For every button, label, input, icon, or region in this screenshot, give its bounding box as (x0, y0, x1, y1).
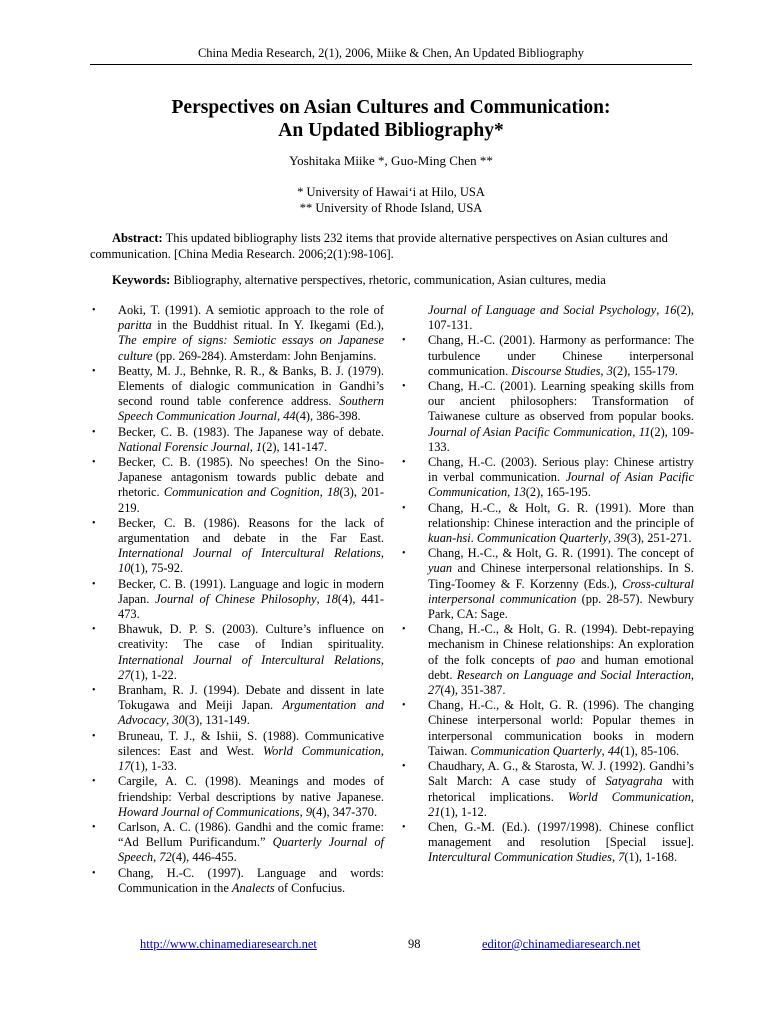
reference-italic-segment: International Journal of Intercultural Relations (118, 652, 381, 667)
reference-italic-segment: 17 (118, 759, 131, 774)
reference-text-segment: (1), 85-106. (620, 743, 680, 758)
reference-italic-segment: 9 (305, 804, 313, 819)
bullet-icon: • (92, 517, 96, 529)
reference-text-segment: Chang, H.-C., & Holt, G. R. (1994). Debt-repaying mechanism in Chinese relationships: An exploration of the folk concepts of (428, 622, 694, 667)
reference-text-segment: (1), 75-92. (130, 561, 184, 576)
reference-entry (402, 546, 694, 622)
bullet-icon: • (92, 578, 96, 590)
reference-italic-segment: Cross-cultural interpersonal communication (428, 576, 694, 606)
reference-text-segment: (4), 386-398. (295, 409, 361, 424)
reference-entry (92, 729, 384, 775)
reference-text-segment: Becker, C. B. (1986). Reasons for the lack of argumentation and debate in the Far East. (118, 515, 384, 546)
abstract (90, 231, 694, 262)
article-title (0, 96, 782, 142)
bullet-icon: • (402, 624, 406, 636)
reference-entry (402, 759, 694, 820)
reference-italic-segment: 16 (664, 303, 677, 317)
reference-italic-segment: 27 (428, 683, 441, 698)
reference-text-segment: (2), 109-133. (428, 424, 695, 454)
keywords-label: Keywords: (112, 273, 171, 287)
reference-text-segment: , (600, 363, 607, 378)
reference-text (118, 774, 384, 820)
reference-text (118, 455, 384, 516)
reference-italic-segment: Discourse Studies (511, 363, 601, 378)
reference-text-segment: , (299, 804, 306, 819)
reference-italic-segment: 39 (614, 531, 627, 546)
reference-text-segment: Bruneau, T. J., & Ishii, S. (1988). Communicative silences: East and West. (118, 728, 384, 758)
reference-italic-segment: Journal of Language and Social Psychology (428, 303, 657, 317)
reference-italic-segment: Journal of Asian Pacific Communication (428, 470, 694, 500)
reference-text-segment: with rhetorical implications. (428, 774, 694, 804)
affiliation-2: ** University of Rhode Island, USA (299, 201, 483, 215)
reference-text-segment: (pp. 269-284). Amsterdam: John Benjamins. (152, 348, 377, 363)
reference-text (428, 698, 694, 759)
reference-text-segment: Chang, H.-C., & Holt, G. R. (1996). The changing Chinese interpersonal world: Popular themes in interpersonal communication books in modern Taiwan. (428, 698, 694, 758)
reference-text-segment: Chang, H.-C. (1997). Language and words: Communication in the (118, 865, 384, 895)
reference-entry (92, 516, 384, 577)
reference-entry (402, 501, 694, 547)
page-number: 98 (408, 937, 421, 951)
reference-entry (92, 303, 384, 364)
reference-italic-segment: Communication and Cognition (163, 485, 320, 500)
reference-italic-segment: 18 (327, 485, 340, 500)
reference-text-segment: in the Buddhist ritual. In Y. Ikegami (Ed.), (151, 318, 384, 333)
reference-italic-segment: Howard Journal of Communications (118, 804, 300, 819)
reference-text-segment: (4), 347-370. (312, 804, 378, 819)
left-column-references (92, 303, 384, 896)
reference-text-segment: Chang, H.-C. (2003). Serious play: Chinese artistry in verbal communication. (428, 455, 694, 485)
bullet-icon: • (402, 761, 406, 773)
reference-text-segment: (3), 251-271. (626, 531, 692, 546)
reference-entry (92, 425, 384, 455)
reference-text (118, 820, 384, 866)
reference-italic-segment: World Communication (262, 743, 381, 758)
reference-text-segment: , (656, 303, 665, 317)
bullet-icon: • (402, 335, 406, 347)
reference-text-segment: (4), 441-473. (118, 591, 384, 622)
journal-website-link[interactable]: http://www.chinamediaresearch.net (140, 937, 317, 951)
reference-text-segment: Chen, G.-M. (Ed.). (1997/1998). Chinese conflict management and resolution [Special issue]. (428, 819, 694, 850)
bullet-icon: • (402, 457, 406, 469)
reference-text-segment: . (470, 531, 477, 546)
reference-text-segment: (2), 165-195. (525, 485, 591, 500)
reference-entry (402, 820, 694, 866)
reference-italic-segment: Intercultural Communication Studies (428, 850, 613, 865)
bullet-icon: • (92, 685, 96, 697)
abstract-text: This updated bibliography lists 232 items that provide alternative perspectives on Asian cultures and communication. [China Media Research. 2006;2(1):98-106]. (90, 231, 668, 261)
reference-italic-segment: World Communication (567, 789, 691, 804)
reference-text-segment: Branham, R. J. (1994). Debate and dissent in late Tokugawa and Meiji Japan. (118, 683, 384, 713)
title-line-2: An Updated Bibliography* (278, 120, 504, 141)
reference-text (428, 379, 694, 455)
bullet-icon: • (92, 624, 96, 636)
reference-entry (402, 698, 694, 759)
reference-italic-segment: 27 (118, 667, 131, 682)
bullet-icon: • (92, 365, 96, 377)
reference-text-segment: Chang, H.-C., & Holt, G. R. (1991). The concept of (428, 546, 694, 561)
bullet-icon: • (92, 426, 96, 438)
running-header: China Media Research, 2(1), 2006, Miike & Chen, An Updated Bibliography (197, 46, 585, 60)
reference-text-segment: (4), 351-387. (440, 683, 506, 698)
abstract-label: Abstract: (112, 231, 163, 245)
bullet-icon: • (92, 821, 96, 833)
reference-text (428, 333, 694, 379)
affiliation-1: * University of Hawai‘i at Hilo, USA (297, 185, 485, 199)
reference-text-segment: Cargile, A. C. (1998). Meanings and modes of friendship: Verbal descriptions by native Japanese. (118, 774, 384, 804)
reference-text-segment: Chang, H.-C., & Holt, G. R. (1991). More than relationship: Chinese interaction and the principle of (428, 500, 694, 530)
reference-text-segment: Bhawuk, D. P. S. (2003). Culture’s influence on creativity: The case of Indian spirituality. (118, 622, 384, 652)
reference-text-segment: of Confucius. (274, 880, 346, 895)
reference-italic-segment: 1 (255, 439, 263, 454)
reference-italic-segment: International Journal of Intercultural Relations (118, 546, 381, 561)
reference-entry (402, 379, 694, 455)
reference-text (428, 501, 694, 547)
reference-italic-segment: 3 (606, 363, 613, 378)
bullet-icon: • (92, 730, 96, 742)
reference-text-segment: , (249, 439, 256, 454)
reference-entry (92, 774, 384, 820)
reference-entry (92, 866, 384, 896)
reference-text-segment: Beatty, M. J., Behnke, R. R., & Banks, B. J. (1979). Elements of dialogic communication in Gandhi’s second round table conference address. (118, 363, 384, 409)
reference-text-segment: , (277, 409, 284, 424)
reference-text-segment: , (319, 485, 328, 500)
reference-text (118, 303, 384, 364)
reference-entry (92, 622, 384, 683)
bullet-icon: • (402, 548, 406, 560)
reference-text (118, 425, 384, 455)
reference-text (118, 577, 384, 623)
bullet-icon: • (402, 700, 406, 712)
reference-italic-segment: 21 (428, 804, 441, 819)
keywords (112, 273, 702, 288)
reference-text-segment: (4), 446-455. (171, 850, 237, 865)
reference-text-segment: , (690, 667, 694, 682)
reference-text (428, 759, 694, 820)
reference-text (428, 455, 694, 501)
reference-italic-segment: paritta (118, 318, 152, 333)
reference-text-segment: (1), 1-168. (624, 850, 678, 865)
reference-text-segment: (2), 107-131. (428, 303, 694, 333)
reference-continuation (402, 303, 694, 333)
reference-italic-segment: 10 (118, 561, 131, 576)
reference-text-segment: (1), 1-12. (440, 804, 487, 819)
reference-entry (92, 577, 384, 623)
reference-italic-segment: Communication Quarterly (476, 531, 608, 546)
reference-text-segment: Chang, H.-C. (2001). Harmony as performance: The turbulence under Chinese interpersonal communication. (428, 333, 694, 378)
reference-italic-segment: 30 (172, 713, 185, 728)
reference-text-segment: , (380, 546, 384, 561)
reference-text (118, 516, 384, 577)
reference-italic-segment: National Forensic Journal (118, 439, 250, 454)
bullet-icon: • (402, 502, 406, 514)
reference-text-segment: and Chinese interpersonal relationships. In S. Ting-Toomey & F. Korzenny (Eds.), (428, 561, 694, 591)
reference-entry (402, 333, 694, 379)
reference-entry (92, 683, 384, 729)
keywords-text: Bibliography, alternative perspectives, rhetoric, communication, Asian cultures, media (170, 273, 606, 287)
authors: Yoshitaka Miike *, Guo-Ming Chen ** (289, 153, 493, 168)
reference-italic-segment: 44 (283, 409, 296, 424)
reference-text (428, 622, 694, 698)
reference-text-segment: , (380, 743, 384, 758)
reference-text-segment: , (507, 485, 514, 500)
reference-text-segment: , (601, 743, 608, 758)
bullet-icon: • (92, 305, 96, 316)
bullet-icon: • (92, 457, 96, 469)
reference-text-segment: , (632, 424, 639, 439)
reference-italic-segment: kuan-hsi (428, 531, 471, 546)
reference-text-segment: (2), 155-179. (612, 363, 678, 378)
reference-entry (402, 622, 694, 698)
reference-italic-segment: The empire of signs: Semiotic essays on Japanese culture (118, 333, 384, 363)
reference-italic-segment: Quarterly Journal of Speech (118, 835, 384, 865)
reference-italic-segment: Satyagraha (605, 774, 663, 789)
reference-italic-segment: 11 (638, 424, 651, 439)
reference-text (118, 683, 384, 729)
reference-text-segment: , (690, 789, 694, 804)
affiliations (0, 184, 782, 216)
bullet-icon: • (402, 381, 406, 393)
reference-entry (92, 364, 384, 425)
reference-italic-segment: 72 (159, 850, 172, 865)
reference-italic-segment: Analects (231, 880, 275, 895)
reference-text-segment: (pp. 28-57). Newbury Park, CA: Sage. (428, 591, 694, 622)
reference-text-segment: (3), 201-219. (118, 485, 384, 515)
reference-italic-segment: Argumentation and Advocacy (118, 698, 385, 728)
reference-italic-segment: yuan (428, 561, 453, 576)
header-rule (90, 64, 692, 65)
reference-text-segment: , (153, 850, 160, 865)
right-column-references (402, 303, 694, 866)
reference-text-segment: , (166, 713, 173, 728)
reference-entry (92, 455, 384, 516)
reference-text-segment: Aoki, T. (1991). A semiotic approach to the role of (118, 303, 384, 317)
reference-text-segment: and human emotional debt. (428, 652, 694, 682)
reference-text-segment: (1), 1-33. (130, 759, 177, 774)
reference-text-segment: Chang, H.-C. (2001). Learning speaking skills from our ancient philosophers: Transformation of Taiwanese culture as observed from popular books. (428, 379, 694, 424)
reference-italic-segment: 7 (618, 850, 625, 865)
reference-entry (92, 820, 384, 866)
reference-italic-segment: Journal of Asian Pacific Communication (428, 424, 633, 439)
reference-italic-segment: Southern Speech Communication Journal (118, 394, 384, 424)
reference-italic-segment: 44 (607, 743, 621, 758)
reference-text (118, 866, 384, 896)
reference-text-segment: Becker, C. B. (1991). Language and logic in modern Japan. (118, 576, 384, 606)
bullet-icon: • (92, 776, 96, 788)
reference-text (428, 546, 694, 622)
reference-text (118, 364, 384, 425)
reference-text-segment: Becker, C. B. (1985). No speeches! On the Sino-Japanese antagonism towards public debate and rhetoric. (118, 455, 384, 500)
page-footer (0, 937, 782, 953)
reference-text-segment: Chaudhary, A. G., & Starosta, W. J. (1992). Gandhi’s Salt March: A case study of (428, 759, 694, 789)
reference-text-segment: (3), 131-149. (184, 713, 250, 728)
reference-text (118, 622, 384, 683)
reference-italic-segment: Research on Language and Social Interaction (456, 667, 691, 682)
reference-text-segment: , (316, 591, 326, 606)
reference-text-segment: (1), 1-22. (130, 667, 177, 682)
reference-italic-segment: 18 (325, 591, 338, 606)
reference-italic-segment: 13 (513, 485, 526, 500)
reference-text-segment: , (380, 652, 384, 667)
reference-text-segment: (2), 141-147. (262, 439, 328, 454)
editor-email-link[interactable]: editor@chinamediaresearch.net (482, 937, 641, 951)
reference-italic-segment: pao (556, 652, 576, 667)
title-line-1: Perspectives on Asian Cultures and Communication: (171, 97, 611, 118)
reference-text-segment: Becker, C. B. (1983). The Japanese way of debate. (118, 424, 384, 439)
reference-text (428, 820, 694, 866)
bullet-icon: • (92, 867, 96, 879)
reference-text-segment: Carlson, A. C. (1986). Gandhi and the comic frame: “Ad Bellum Purificandum.” (118, 819, 384, 850)
reference-text (118, 729, 384, 775)
reference-text-segment: , (612, 850, 619, 865)
reference-entry (402, 455, 694, 501)
reference-text-segment: , (608, 531, 615, 546)
reference-italic-segment: Journal of Chinese Philosophy (155, 591, 317, 606)
reference-italic-segment: Communication Quarterly (470, 743, 602, 758)
bullet-icon: • (402, 821, 406, 833)
